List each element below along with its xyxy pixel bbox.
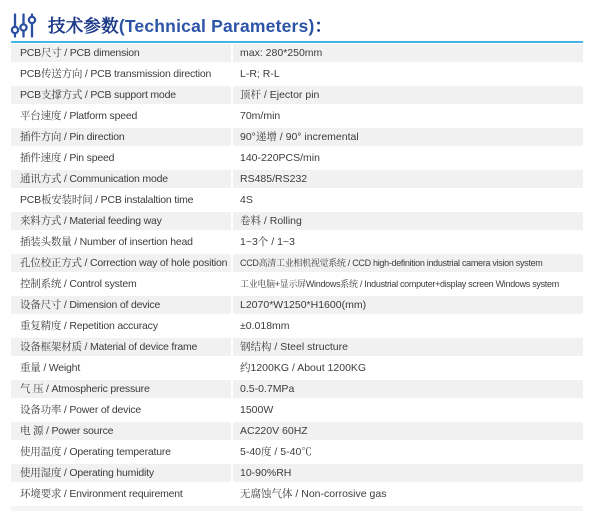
- table-row: [11, 86, 583, 104]
- spec-table: [11, 41, 583, 503]
- table-row: [11, 107, 583, 125]
- row-label: 使用湿度 / Operating humidity: [11, 464, 231, 482]
- row-value: L-R; R-L: [240, 68, 280, 80]
- table-row: [11, 464, 583, 482]
- row-value: L2070*W1250*H1600(mm): [233, 296, 583, 314]
- table-row: [11, 233, 583, 251]
- title-colon: ：: [314, 15, 333, 36]
- table-row: [11, 191, 583, 209]
- table-row: [11, 401, 583, 419]
- title-en: (Technical Parameters): [118, 15, 315, 36]
- row-label: PCB支撑方式 / PCB support mode: [11, 86, 231, 104]
- page-title: [48, 13, 332, 38]
- row-label: 来料方式 / Material feeding way: [11, 212, 231, 230]
- row-label: PCB尺寸 / PCB dimension: [11, 44, 231, 62]
- row-value: 70m/min: [240, 110, 281, 122]
- table-row: [11, 359, 583, 377]
- row-value: 0.5-0.7MPa: [233, 380, 583, 398]
- table-row: [11, 44, 583, 62]
- row-value: AC220V 60HZ: [233, 422, 583, 440]
- row-value: max: 280*250mm: [233, 44, 583, 62]
- row-label: 插件速度 / Pin speed: [20, 152, 115, 164]
- row-value: ±0.018mm: [240, 320, 290, 332]
- table-row: [11, 128, 583, 146]
- row-label: 设备功率 / Power of device: [20, 404, 142, 416]
- row-value: 约1200KG / About 1200KG: [240, 362, 367, 374]
- row-value: 10-90%RH: [233, 464, 583, 482]
- table-row: [11, 443, 583, 461]
- table-row: [11, 422, 583, 440]
- row-value: 5-40度 / 5-40℃: [240, 446, 312, 458]
- row-value: 1~3个 / 1~3: [240, 236, 295, 248]
- row-label: 使用温度 / Operating temperature: [20, 446, 171, 458]
- row-label: 环境要求 / Environment requirement: [20, 488, 183, 500]
- table-row: [11, 65, 583, 83]
- row-value: 1500W: [240, 404, 274, 416]
- table-row: [11, 254, 583, 272]
- row-label: PCB传送方向 / PCB transmission direction: [20, 68, 212, 80]
- table-row: [11, 296, 583, 314]
- row-label: 电 源 / Power source: [11, 422, 231, 440]
- row-value: RS485/RS232: [233, 170, 583, 188]
- table-row: [11, 380, 583, 398]
- row-label: 插件方向 / Pin direction: [11, 128, 231, 146]
- title-zh: 技术参数: [48, 15, 119, 36]
- table-row: [11, 317, 583, 335]
- sliders-icon: [10, 12, 37, 39]
- row-label: 插装头数量 / Number of insertion head: [20, 236, 193, 248]
- section-header: [0, 0, 600, 41]
- row-value: 钢结构 / Steel structure: [233, 338, 583, 356]
- row-value: 90°递增 / 90° incremental: [233, 128, 583, 146]
- row-label: PCB板安装时间 / PCB instalaltion time: [20, 194, 194, 206]
- row-label: 气 压 / Atmospheric pressure: [11, 380, 231, 398]
- row-value: 工业电脑+显示屏Windows系统 / Industrial computer+display screen Windows system: [240, 279, 559, 289]
- row-value: 卷料 / Rolling: [233, 212, 583, 230]
- table-row: [11, 149, 583, 167]
- row-value: 140-220PCS/min: [240, 152, 320, 164]
- bottom-strip: [11, 506, 583, 511]
- table-row: [11, 170, 583, 188]
- row-label: 平台速度 / Platform speed: [20, 110, 138, 122]
- row-value: 顶杆 / Ejector pin: [233, 86, 583, 104]
- row-label: 通讯方式 / Communication mode: [11, 170, 231, 188]
- row-value: 无腐蚀气体 / Non-corrosive gas: [240, 488, 387, 500]
- table-row: [11, 338, 583, 356]
- table-row: [11, 485, 583, 503]
- row-label: 设备尺寸 / Dimension of device: [11, 296, 231, 314]
- table-row: [11, 275, 583, 293]
- row-label: 孔位校正方式 / Correction way of hole position: [11, 254, 231, 272]
- row-label: 设备框架材质 / Material of device frame: [11, 338, 231, 356]
- row-label: 重量 / Weight: [20, 362, 81, 374]
- row-value: CCD高清工业相机视觉系统 / CCD high-definition industrial camera vision system: [233, 254, 583, 272]
- row-label: 控制系统 / Control system: [20, 278, 137, 290]
- row-value: 4S: [240, 194, 253, 206]
- table-row: [11, 212, 583, 230]
- row-label: 重复精度 / Repetition accuracy: [20, 320, 158, 332]
